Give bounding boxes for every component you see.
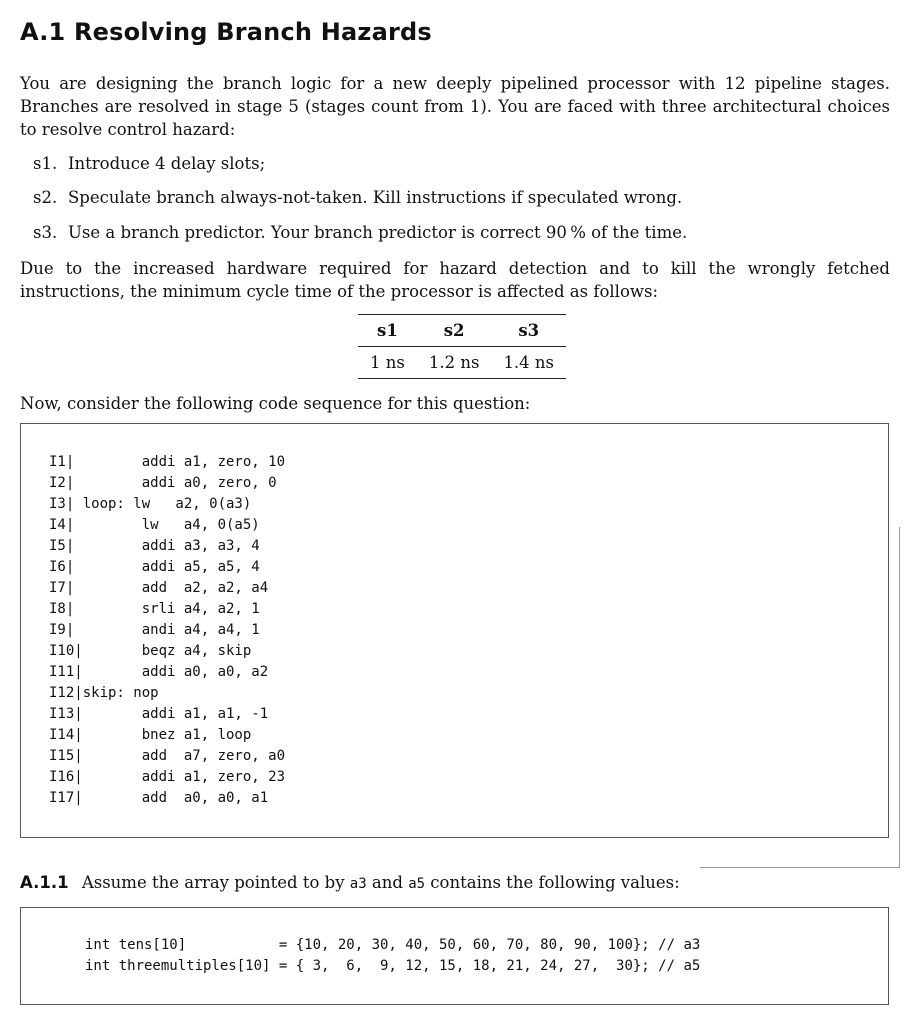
table-cell: 1 ns xyxy=(358,347,417,379)
choice-s1 xyxy=(33,153,265,175)
code-line: I11| addi a0, a0, a2 xyxy=(49,664,269,680)
subsection-heading xyxy=(20,873,680,892)
code-line: I16| addi a1, zero, 23 xyxy=(49,769,286,785)
choice-s3 xyxy=(33,222,687,244)
intro-paragraph: You are designing the branch logic for a new deeply pipelined processor with 12 pipeline stages. Branches are resolved in stage 5 (stages count from 1). You are faced with three architectural choices to resolve control hazard: xyxy=(20,74,890,139)
code-line: I13| addi a1, a1, -1 xyxy=(49,706,269,722)
code-line: int tens[10] = {10, 20, 30, 40, 50, 60, 70, 80, 90, 100}; // a3 xyxy=(85,937,701,953)
code-line: I3| loop: lw a2, 0(a3) xyxy=(49,496,252,512)
table-header: s2 xyxy=(417,315,492,347)
subsection-text: contains the following values: xyxy=(430,873,680,892)
array-values-box xyxy=(20,907,889,1005)
subsection-number: A.1.1 xyxy=(20,873,69,892)
table-row xyxy=(358,347,566,379)
table-header: s1 xyxy=(358,315,417,347)
code-line: I2| addi a0, zero, 0 xyxy=(49,475,277,491)
table-header: s3 xyxy=(491,315,566,347)
choice-label: s2. xyxy=(33,188,58,207)
table-header-row xyxy=(358,315,566,347)
subsection-text: and xyxy=(371,873,403,892)
code-line: I5| addi a3, a3, 4 xyxy=(49,538,260,554)
hardware-paragraph: Due to the increased hardware required for hazard detection and to kill the wrongly fetched instructions, the minimum cycle time of the processor is affected as follows: xyxy=(20,259,890,301)
table-cell: 1.2 ns xyxy=(417,347,492,379)
code-line: I10| beqz a4, skip xyxy=(49,643,252,659)
choice-text: Speculate branch always-not-taken. Kill instructions if speculated wrong. xyxy=(68,188,683,207)
cycle-time-table xyxy=(358,314,566,379)
choice-text: Use a branch predictor. Your branch predictor is correct 90 % of the time. xyxy=(68,223,688,242)
code-line: int threemultiples[10] = { 3, 6, 9, 12, 15, 18, 21, 24, 27, 30}; // a5 xyxy=(85,958,701,974)
register-a3: a3 xyxy=(349,876,367,892)
section-title: A.1 Resolving Branch Hazards xyxy=(20,18,432,46)
page-edge-line xyxy=(899,527,900,867)
page-edge-line xyxy=(700,867,900,868)
register-a5: a5 xyxy=(408,876,426,892)
subsection-text: Assume the array pointed to by xyxy=(81,873,345,892)
code-line: I8| srli a4, a2, 1 xyxy=(49,601,260,617)
code-line: I4| lw a4, 0(a5) xyxy=(49,517,260,533)
code-line: I6| addi a5, a5, 4 xyxy=(49,559,260,575)
code-line: I15| add a7, zero, a0 xyxy=(49,748,286,764)
code-line: I7| add a2, a2, a4 xyxy=(49,580,269,596)
code-line: I14| bnez a1, loop xyxy=(49,727,252,743)
table-cell: 1.4 ns xyxy=(491,347,566,379)
code-line: I1| addi a1, zero, 10 xyxy=(49,454,286,470)
choice-s2 xyxy=(33,187,682,209)
consider-paragraph: Now, consider the following code sequence for this question: xyxy=(20,394,531,413)
code-line: I9| andi a4, a4, 1 xyxy=(49,622,260,638)
code-listing-box xyxy=(20,423,889,838)
choice-text: Introduce 4 delay slots; xyxy=(68,154,266,173)
choice-label: s1. xyxy=(33,154,58,173)
code-line: I17| add a0, a0, a1 xyxy=(49,790,269,806)
choice-label: s3. xyxy=(33,223,58,242)
code-line: I12|skip: nop xyxy=(49,685,159,701)
